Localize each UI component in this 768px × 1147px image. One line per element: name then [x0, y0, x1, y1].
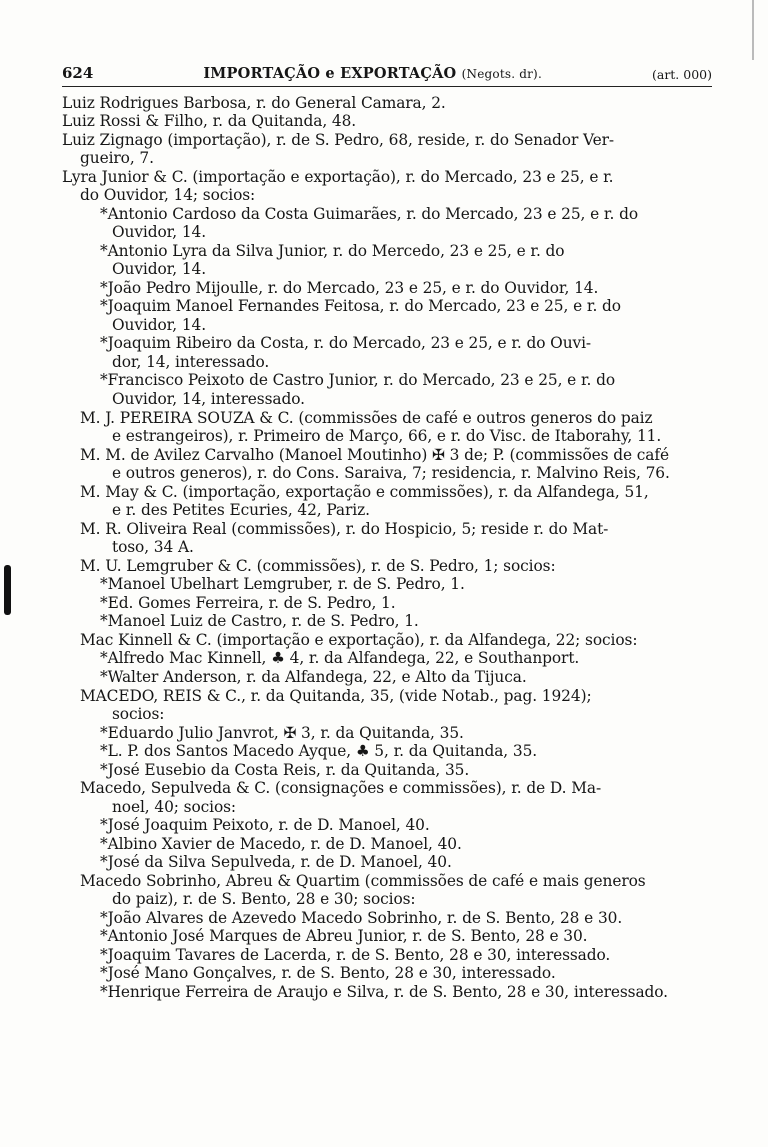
entry-line: *Joaquim Tavares de Lacerda, r. de S. Bento, 28 e 30, interessado. [100, 946, 611, 964]
entry-line: *João Alvares de Azevedo Macedo Sobrinho, r. de S. Bento, 28 e 30. [100, 909, 623, 927]
entry-line: *Francisco Peixoto de Castro Junior, r. do Mercado, 23 e 25, e r. do [100, 371, 616, 389]
entry-line: *Joaquim Manoel Fernandes Feitosa, r. do Mercado, 23 e 25, e r. do [100, 297, 621, 315]
entry-line: Ouvidor, 14, interessado. [112, 390, 305, 408]
entry-line: MACEDO, REIS & C., r. da Quitanda, 35, (vide Notab., pag. 1924); [80, 687, 592, 705]
entry-line: Macedo, Sepulveda & C. (consignações e commissões), r. de D. Ma- [80, 779, 602, 797]
entry-line: *Albino Xavier de Macedo, r. de D. Manoel, 40. [100, 835, 462, 853]
page-header [62, 56, 712, 87]
entry-line: *Walter Anderson, r. da Alfandega, 22, e Alto da Tijuca. [100, 668, 527, 686]
entry-line: e outros generos), r. do Cons. Saraiva, 7; residencia, r. Malvino Reis, 76. [112, 464, 670, 482]
entry-line: *José Mano Gonçalves, r. de S. Bento, 28 e 30, interessado. [100, 964, 556, 982]
page-title-sub: (Negots. dr). [461, 67, 542, 81]
page-title [203, 65, 542, 82]
entry-line: *Joaquim Ribeiro da Costa, r. do Mercado, 23 e 25, e r. do Ouvi- [100, 334, 592, 352]
entry-line: gueiro, 7. [80, 149, 154, 167]
entry-line: do paiz), r. de S. Bento, 28 e 30; socios: [112, 890, 416, 908]
entry-line: M. J. PEREIRA SOUZA & C. (commissões de café e outros generos do paiz [80, 409, 653, 427]
article-reference: (art. 000) [651, 67, 712, 82]
entry-line: *Manoel Ubelhart Lemgruber, r. de S. Pedro, 1. [100, 575, 465, 593]
entry-line: Luiz Rossi & Filho, r. da Quitanda, 48. [62, 112, 357, 130]
entry-line: *Henrique Ferreira de Araujo e Silva, r. de S. Bento, 28 e 30, interessado. [100, 983, 668, 1001]
entry-line: toso, 34 A. [112, 538, 194, 556]
entry-line: *Eduardo Julio Janvrot, ✠ 3, r. da Quitanda, 35. [100, 724, 464, 742]
entry-line: *José da Silva Sepulveda, r. de D. Manoel, 40. [100, 853, 452, 871]
entry-line: Ouvidor, 14. [112, 223, 206, 241]
entry-line: *João Pedro Mijoulle, r. do Mercado, 23 e 25, e r. do Ouvidor, 14. [100, 279, 599, 297]
entry-line: do Ouvidor, 14; socios: [80, 186, 256, 204]
entry-line: M. U. Lemgruber & C. (commissões), r. de S. Pedro, 1; socios: [80, 557, 556, 575]
entry-line: Ouvidor, 14. [112, 316, 206, 334]
entry-line: Macedo Sobrinho, Abreu & Quartim (commissões de café e mais generos [80, 872, 646, 890]
margin-ink-mark [4, 565, 11, 615]
entry-line: Mac Kinnell & C. (importação e exportação), r. da Alfandega, 22; socios: [80, 631, 638, 649]
margin-rule [752, 0, 754, 60]
entry-line: Luiz Rodrigues Barbosa, r. do General Camara, 2. [62, 94, 446, 112]
entry-line: M. May & C. (importação, exportação e commissões), r. da Alfandega, 51, [80, 483, 649, 501]
entry-line: e estrangeiros), r. Primeiro de Março, 66, e r. do Visc. de Itaborahy, 11. [112, 427, 662, 445]
entry-line: *Manoel Luiz de Castro, r. de S. Pedro, 1. [100, 612, 419, 630]
entry-line: *Antonio Cardoso da Costa Guimarães, r. do Mercado, 23 e 25, e r. do [100, 205, 638, 223]
entry-line: M. M. de Avilez Carvalho (Manoel Moutinho) ✠ 3 de; P. (commissões de café [80, 446, 669, 464]
entry-line: *Antonio José Marques de Abreu Junior, r. de S. Bento, 28 e 30. [100, 927, 588, 945]
page-title-main: IMPORTAÇÃO e EXPORTAÇÃO [203, 65, 457, 82]
entry-line: *José Joaquim Peixoto, r. de D. Manoel, 40. [100, 816, 430, 834]
page-number: 624 [62, 64, 94, 82]
entry-line: Ouvidor, 14. [112, 260, 206, 278]
entry-line: *Antonio Lyra da Silva Junior, r. do Mercedo, 23 e 25, e r. do [100, 242, 565, 260]
entry-line: Lyra Junior & C. (importação e exportação), r. do Mercado, 23 e 25, e r. [62, 168, 614, 186]
entry-line: Luiz Zignago (importação), r. de S. Pedro, 68, reside, r. do Senador Ver- [62, 131, 614, 149]
entry-line: e r. des Petites Ecuries, 42, Pariz. [112, 501, 370, 519]
entry-line: *José Eusebio da Costa Reis, r. da Quitanda, 35. [100, 761, 470, 779]
entry-line: noel, 40; socios: [112, 798, 237, 816]
entry-line: *L. P. dos Santos Macedo Ayque, ♣ 5, r. da Quitanda, 35. [100, 742, 538, 760]
entry-line: *Ed. Gomes Ferreira, r. de S. Pedro, 1. [100, 594, 396, 612]
entry-line: dor, 14, interessado. [112, 353, 270, 371]
entry-line: *Alfredo Mac Kinnell, ♣ 4, r. da Alfandega, 22, e Southanport. [100, 649, 580, 667]
entry-line: M. R. Oliveira Real (commissões), r. do Hospicio, 5; reside r. do Mat- [80, 520, 609, 538]
entry-line: socios: [112, 705, 165, 723]
